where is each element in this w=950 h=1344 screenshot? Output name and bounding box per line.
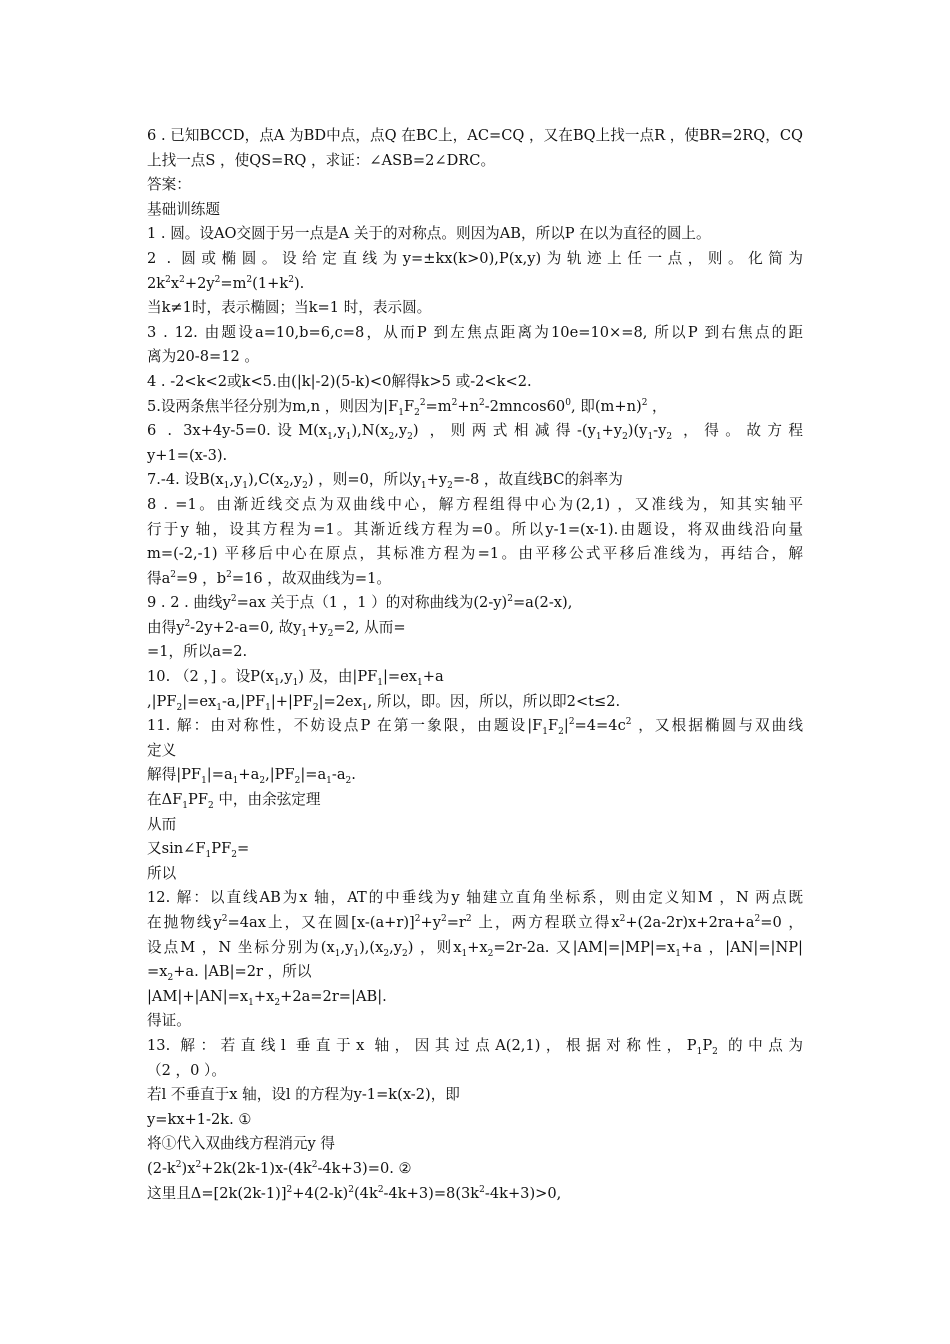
- text-line: 11. 解：由对称性，不妨设点P 在第一象限，由题设$|F_1F_2|^2=4=4c^2$ ，又根据椭圆与双曲线: [147, 717, 803, 738]
- document-body: [147, 124, 803, 1206]
- text-line: 离为20-8=12 。: [147, 348, 260, 366]
- text-line: 得证。: [147, 1012, 191, 1030]
- text-line: 2 . 圆或椭圆。设给定直线为y=±kx(k>0),P(x,y)为轨迹上任一点，则。化简为: [147, 249, 803, 267]
- text-line: 6 . 已知BCCD，点A 为BD中点，点Q 在BC上，AC=CQ ，又在BQ上找一点R ，使BR=2RQ，CQ: [147, 127, 803, 144]
- text-line: 13. 解：若直线l 垂直于x 轴，因其过点A(2,1)，根据对称性，$P_1P_2$ 的中点为: [147, 1036, 803, 1057]
- text-line: 所以: [147, 864, 177, 882]
- text-line: 又$\sin\angle F_1PF_2=$: [147, 840, 250, 861]
- text-line: 从而: [147, 815, 177, 833]
- text-line: $(2-k^2)x^2+2k(2k-1)x-(4k^2-4k+3)=0$. ②: [147, 1159, 412, 1177]
- text-line: =1，所以a=2.: [147, 643, 248, 661]
- text-line: 在抛物线$y^2=4ax$上，又在圆$[x-(a+r)]^2+y^2=r^2$ 上，两方程联立得$x^2+(2a-2r)x+2ra+a^2=0$ ，: [147, 914, 803, 931]
- text-line: 在$\Delta F_1PF_2$ 中，由余弦定理: [147, 791, 321, 811]
- text-line: $2k^2x^2+2y^2=m^2(1+k^2)$.: [147, 274, 305, 292]
- text-line: 解得$|PF_1|=a_1+a_2,|PF_2|=a_1-a_2$.: [147, 766, 356, 787]
- text-line: （2 ，0 ）。: [147, 1061, 226, 1079]
- text-line: y=kx+1-2k. ①: [147, 1110, 252, 1128]
- text-line: 行于y 轴，设其方程为=1。其渐近线方程为=0。所以y-1=(x-1).由题设，将双曲线沿向量: [147, 520, 803, 538]
- text-line: 12. 解：以直线AB为x 轴，AT的中垂线为y 轴建立直角坐标系，则由定义知M ，N 两点既: [147, 889, 803, 907]
- text-line: 1 . 圆。设AO交圆于另一点是A 关于的对称点。则因为AB，所以P 在以为直径的圆上。: [147, 225, 711, 243]
- text-line: $|AM|+|AN|=x_1+x_2+2a=2r=|AB|$.: [147, 987, 387, 1008]
- text-line: 3 . 12. 由题设a=10,b=6,c=8，从而P 到左焦点距离为10e=10×=8, 所以P 到右焦点的距: [147, 323, 803, 341]
- text-line: 4 . -2<k<2或k<5.由(|k|-2)(5-k)<0解得k>5 或-2<k<2.: [147, 372, 532, 390]
- text-line: 由得$y^2-2y+2-a=0$, 故$y_1+y_2=2$, 从而=: [147, 618, 406, 639]
- text-line: 得$a^2=9$ ，$b^2=16$ ，故双曲线为=1。: [147, 569, 391, 587]
- text-line: 6 . 3x+4y-5=0.设$M(x_1,y_1),N(x_2,y_2)$ ，则两式相减得$-(y_1+y_2)(y_1-y_2$ ，得。故方程: [147, 422, 803, 443]
- text-line: 定义: [147, 741, 177, 759]
- text-line: 答案：: [147, 176, 191, 194]
- text-line: 当k≠1时，表示椭圆；当k=1 时，表示圆。: [147, 299, 432, 317]
- text-line: 5.设两条焦半径分别为m,n ，则因为$|F_1F_2^2=m^2+n^2-2mncos60^0$, 即$(m+n)^2$ ，: [147, 397, 667, 418]
- text-line: $=x_2+a$. |AB|=2r ，所以: [147, 963, 312, 984]
- text-line: 上找一点S ，使QS=RQ ，求证：∠ASB=2∠DRC。: [147, 151, 496, 169]
- text-line: 7.-4. 设$B(x_1,y_1),C(x_2,y_2)$ ，则=0，所以$y_1+y_2=-8$ ，故直线BC的斜率为: [147, 471, 623, 492]
- text-line: 若l 不垂直于x 轴，设l 的方程为y-1=k(x-2)，即: [147, 1086, 460, 1104]
- text-line: 8 . =1。由渐近线交点为双曲线中心，解方程组得中心为(2,1) ，又准线为，知其实轴平: [147, 495, 803, 513]
- text-line: 10. （2 ，] 。设$P(x_1,y_1)$ 及，由$|PF_1|=ex_1+a$: [147, 668, 444, 688]
- text-line: 将①代入双曲线方程消元y 得: [147, 1135, 336, 1153]
- text-line: $,|PF_2|=ex_1-a,|PF_1|+|PF_2|=2ex_1$, 所以，即。因，所以，所以即2<t≤2.: [147, 692, 621, 713]
- text-line: 基础训练题: [147, 200, 220, 218]
- text-line: y+1=(x-3).: [147, 446, 228, 464]
- text-line: 9 . 2 . 曲线$y^2=ax$ 关于点（1 ，1 ）的对称曲线为$(2-y)^2=a(2-x)$,: [147, 594, 573, 612]
- text-line: 设点M ，N 坐标分别为$(x_1,y_1),(x_2,y_2)$ ，则$x_1+x_2=2r-2a$. 又$|AM|=|MP|=x_1+a$ ，|AN|=|NP|: [147, 938, 803, 959]
- text-line: m=(-2,-1) 平移后中心在原点，其标准方程为=1。由平移公式平移后准线为，再结合，解: [147, 545, 803, 563]
- text-line: 这里且$\Delta=[2k(2k-1)]^2+4(2-k)^2(4k^2-4k+3)=8(3k^2-4k+3)>0$,: [147, 1184, 562, 1202]
